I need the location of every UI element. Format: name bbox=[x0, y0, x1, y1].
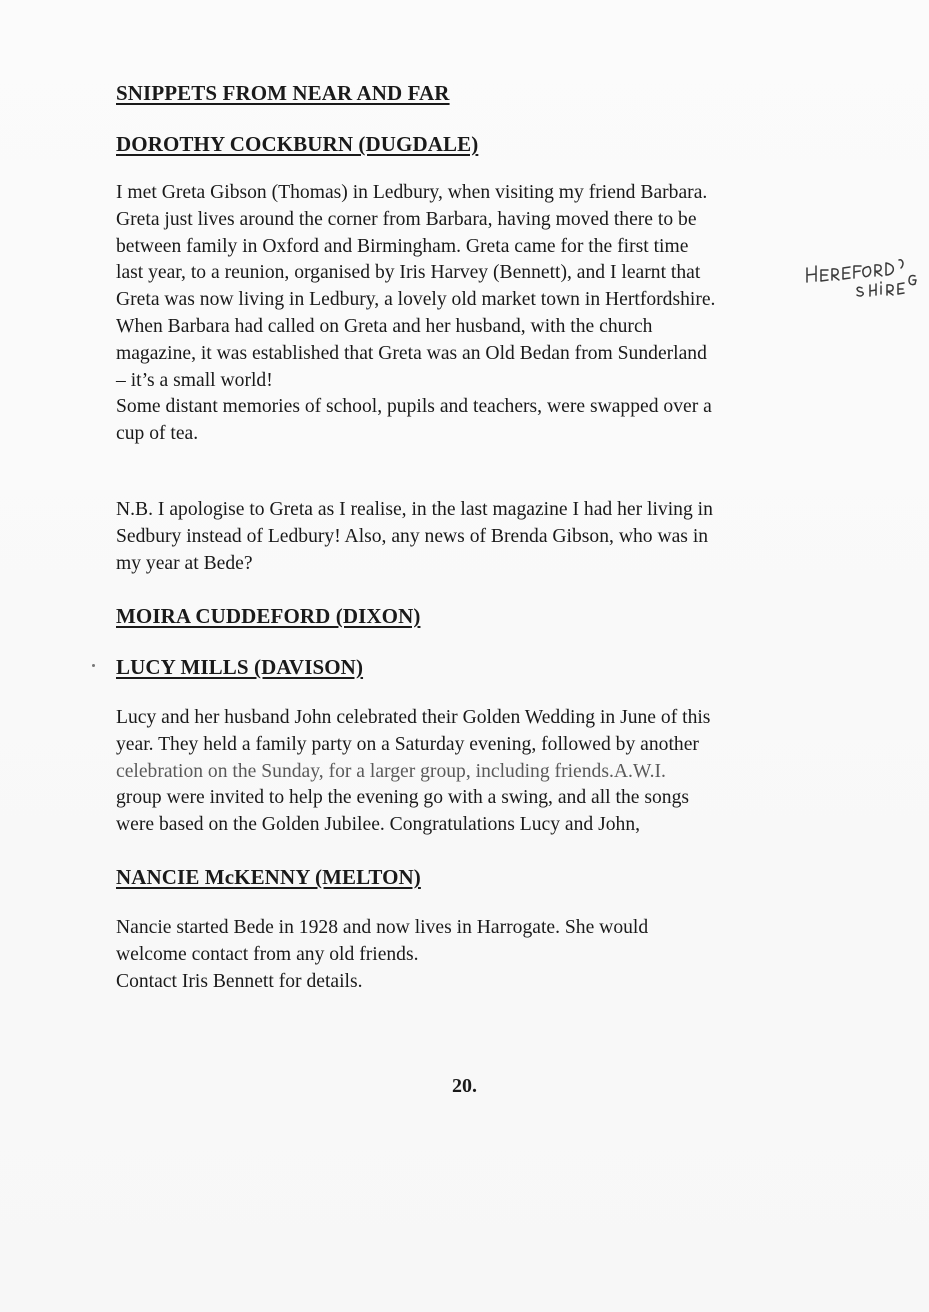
paragraph-nancie-mckenny bbox=[116, 915, 816, 995]
text-line: Some distant memories of school, pupils and teachers, were swapped over a bbox=[116, 396, 712, 418]
handwritten-herefordshire-icon bbox=[803, 254, 929, 300]
text-line: I met Greta Gibson (Thomas) in Ledbury, when visiting my friend Barbara. bbox=[116, 182, 708, 203]
text-line: between family in Oxford and Birmingham. Greta came for the first time bbox=[116, 235, 689, 257]
text-line: my year at Bede? bbox=[116, 552, 253, 574]
paragraph-dorothy-meeting bbox=[116, 180, 816, 448]
text-line: cup of tea. bbox=[116, 423, 199, 445]
document-title: SNIPPETS FROM NEAR AND FAR bbox=[116, 81, 450, 105]
handwritten-annotation bbox=[803, 254, 929, 300]
text-line: Greta was now living in Ledbury, a lovely old market town in Hertfordshire. bbox=[116, 289, 716, 311]
text-line: Contact Iris Bennett for details. bbox=[116, 970, 363, 992]
paragraph-lucy-mills bbox=[116, 705, 816, 839]
text-line: Sedbury instead of Ledbury! Also, any news of Brenda Gibson, who was in bbox=[116, 525, 709, 547]
text-line: last year, to a reunion, organised by Iris Harvey (Bennett), and I learnt that bbox=[116, 262, 701, 284]
text-line: group were invited to help the evening go with a swing, and all the songs bbox=[116, 787, 690, 809]
text-line: When Barbara had called on Greta and her husband, with the church bbox=[116, 315, 653, 337]
text-line: – it’s a small world! bbox=[116, 369, 273, 391]
text-line: N.B. I apologise to Greta as I realise, in the last magazine I had her living in bbox=[116, 499, 713, 520]
text-line: Lucy and her husband John celebrated their Golden Wedding in June of this bbox=[116, 707, 711, 728]
text-line: magazine, it was established that Greta was an Old Bedan from Sunderland bbox=[116, 342, 707, 364]
section-heading-dorothy-cockburn: DOROTHY COCKBURN (DUGDALE) bbox=[116, 132, 479, 156]
text-line: were based on the Golden Jubilee. Congratulations Lucy and John, bbox=[116, 814, 641, 836]
text-line: year. They held a family party on a Saturday evening, followed by another bbox=[116, 733, 699, 755]
section-heading-lucy-mills: LUCY MILLS (DAVISON) bbox=[116, 655, 364, 679]
text-line: Nancie started Bede in 1928 and now lives in Harrogate. She would bbox=[116, 917, 649, 938]
text-line: welcome contact from any old friends. bbox=[116, 943, 419, 965]
scan-speck bbox=[92, 664, 95, 667]
page-number: 20. bbox=[452, 1075, 477, 1097]
text-line: celebration on the Sunday, for a larger group, including friends.A.W.I. bbox=[116, 760, 666, 782]
paragraph-dorothy-nb bbox=[116, 497, 816, 577]
text-line: Greta just lives around the corner from Barbara, having moved there to be bbox=[116, 208, 697, 230]
section-heading-nancie-mckenny: NANCIE McKENNY (MELTON) bbox=[116, 865, 421, 889]
section-heading-moira-cuddeford: MOIRA CUDDEFORD (DIXON) bbox=[116, 604, 421, 628]
